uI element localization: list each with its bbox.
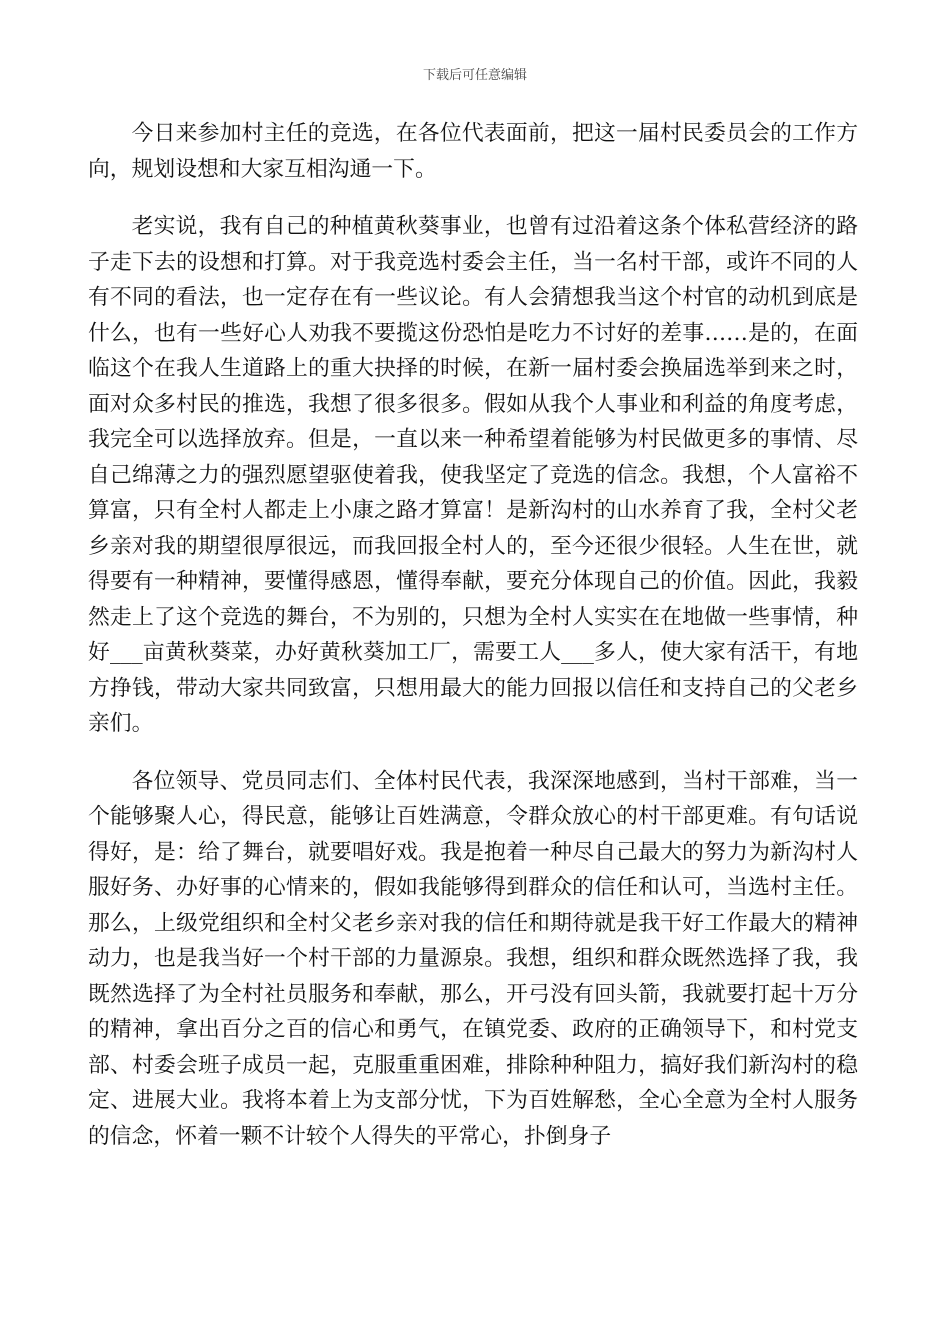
paragraph-motivation: 老实说，我有自己的种植黄秋葵事业，也曾有过沿着这条个体私营经济的路子走下去的设想和打算。对于我竞选村委会主任，当一名村干部，或许不同的人有不同的看法，也一定存在有一些议论。有人会猜想我当这个村官的动机到底是什么，也有一些好心人劝我不要揽这份恐怕是吃力不讨好的差事……是的，在面临这个在我人生道路上的重大抉择的时候，在新一届村委会换届选举到来之时，面对众多村民的推选，我想了很多很多。假如从我个人事业和利益的角度考虑，我完全可以选择放弃。但是，一直以来一种希望着能够为村民做更多的事情、尽自己绵薄之力的强烈愿望驱使着我，使我坚定了竞选的信念。我想，个人富裕不算富，只有全村人都走上小康之路才算富！是新沟村的山水养育了我，全村父老乡亲对我的期望很厚很远，而我回报全村人的，至今还很少很轻。人生在世，就得要有一种精神，要懂得感恩，懂得奉献，要充分体现自己的价值。因此，我毅然走上了这个竞选的舞台，不为别的，只想为全村人实实在在地做一些事情，种好___亩黄秋葵菜，办好黄秋葵加工厂，需要工人___多人，使大家有活干，有地方挣钱，带动大家共同致富，只想用最大的能力回报以信任和支持自己的父老乡亲们。 (88, 214, 858, 736)
document-body (88, 116, 858, 1176)
page-header: 下载后可任意编辑 (422, 68, 527, 83)
paragraph-intro: 今日来参加村主任的竞选，在各位代表面前，把这一届村民委员会的工作方向，规划设想和大家互相沟通一下。 (88, 121, 858, 182)
paragraph-commitment: 各位领导、党员同志们、全体村民代表，我深深地感到，当村干部难，当一个能够聚人心，得民意，能够让百姓满意，令群众放心的村干部更难。有句话说得好，是：给了舞台，就要唱好戏。我是抱着一种尽自己最大的努力为新沟村人服好务、办好事的心情来的，假如我能够得到群众的信任和认可，当选村主任。那么，上级党组织和全村父老乡亲对我的信任和期待就是我干好工作最大的精神动力，也是我当好一个村干部的力量源泉。我想，组织和群众既然选择了我，我既然选择了为全村社员服务和奉献，那么，开弓没有回头箭，我就要打起十万分的精神，拿出百分之百的信心和勇气，在镇党委、政府的正确领导下，和村党支部、村委会班子成员一起，克服重重困难，排除种种阻力，搞好我们新沟村的稳定、进展大业。我将本着上为支部分忧，下为百姓解愁，全心全意为全村人服务的信念，怀着一颗不计较个人得失的平常心，扑倒身子 (88, 768, 858, 1149)
